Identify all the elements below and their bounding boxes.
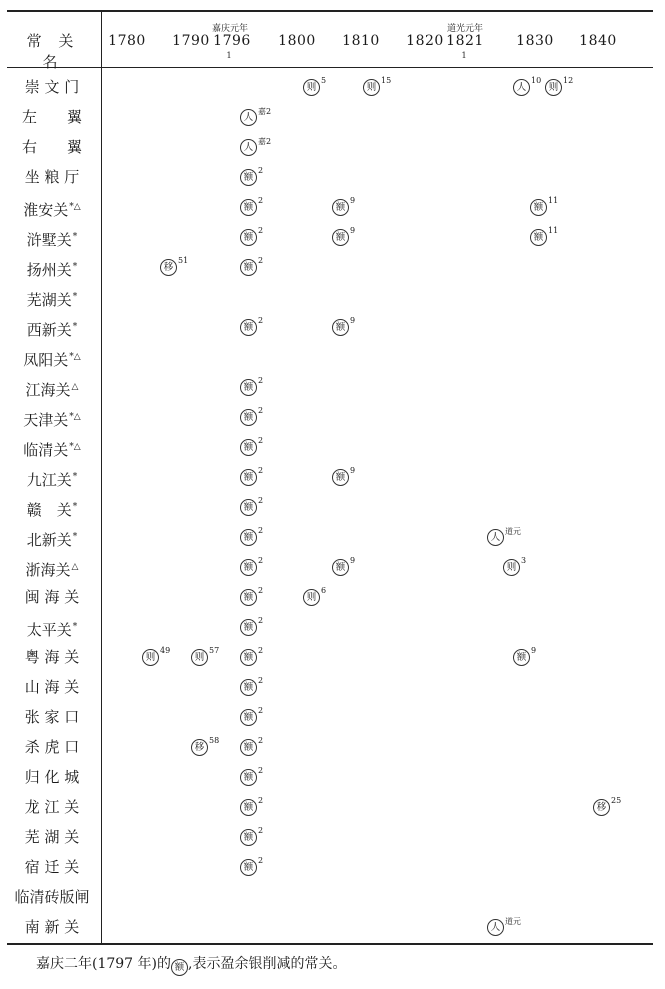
event-year-note: 57 [209, 646, 220, 655]
customs-category-mark: △ [71, 382, 79, 392]
footnote-text-after: ,表示盈余银削减的常关。 [188, 956, 347, 972]
event-year-note: 2 [258, 436, 264, 445]
event-year-note: 15 [381, 76, 392, 85]
event-year-note: 2 [258, 406, 264, 415]
customs-name-text: 赣 关 [26, 501, 72, 519]
year-1796: 1796 [213, 33, 251, 49]
event-year-note: 11 [548, 196, 559, 205]
event-circle-mark: 额 [240, 649, 257, 666]
customs-name-text: 江海关 [25, 381, 71, 399]
customs-name [8, 252, 96, 282]
event-circle-mark: 人 [513, 79, 530, 96]
customs-name [8, 552, 96, 582]
table-top-rule [7, 10, 653, 12]
customs-name [8, 792, 96, 822]
event-year-note: 9 [350, 556, 356, 565]
event-year-note: 道元 [505, 527, 521, 536]
customs-name-text: 龙 江 关 [24, 798, 80, 816]
customs-name-header: 常 关 名 [26, 32, 80, 71]
year-1810: 1810 [342, 33, 380, 49]
customs-name [8, 342, 96, 372]
customs-name [8, 222, 96, 252]
customs-name [8, 882, 96, 912]
event-circle-mark: 人 [487, 919, 504, 936]
customs-category-mark: * [72, 262, 78, 272]
event-circle-mark: 额 [240, 619, 257, 636]
event-year-note: 9 [531, 646, 537, 655]
event-year-note: 2 [258, 226, 264, 235]
event-circle-mark: 额 [332, 559, 349, 576]
customs-name [8, 912, 96, 942]
event-circle-mark: 额 [332, 469, 349, 486]
customs-name-text: 淮安关 [23, 201, 69, 219]
customs-category-mark: *△ [69, 442, 81, 452]
event-circle-mark: 额 [240, 799, 257, 816]
event-year-note: 2 [258, 676, 264, 685]
customs-name-text: 浙海关 [25, 561, 71, 579]
event-year-note: 2 [258, 496, 264, 505]
event-circle-mark: 额 [240, 859, 257, 876]
customs-name [8, 492, 96, 522]
event-circle-mark: 额 [530, 229, 547, 246]
customs-name [8, 402, 96, 432]
event-year-note: 2 [258, 706, 264, 715]
customs-name-text: 天津关 [23, 411, 69, 429]
customs-name-text: 宿 迁 关 [24, 858, 80, 876]
customs-name-text: 临清砖版闸 [14, 888, 90, 906]
event-year-note: 5 [321, 76, 327, 85]
customs-category-mark: * [72, 532, 78, 542]
customs-category-mark: * [72, 502, 78, 512]
event-circle-mark: 则 [142, 649, 159, 666]
event-circle-mark: 额 [240, 559, 257, 576]
event-circle-mark: 额 [240, 439, 257, 456]
era-jiaqing-sub: 1 [226, 51, 232, 60]
event-year-note: 2 [258, 796, 264, 805]
event-year-note: 49 [160, 646, 171, 655]
table-column-divider [101, 10, 102, 944]
event-year-note: 2 [258, 376, 264, 385]
customs-name-text: 太平关 [26, 621, 72, 639]
customs-category-mark: *△ [69, 202, 81, 212]
customs-name [8, 702, 96, 732]
customs-name-text: 芜 湖 关 [24, 828, 80, 846]
year-1780: 1780 [108, 33, 146, 49]
event-circle-mark: 人 [240, 109, 257, 126]
customs-name [8, 852, 96, 882]
customs-name-text: 张 家 口 [24, 708, 80, 726]
event-year-note: 9 [350, 196, 356, 205]
event-year-note: 2 [258, 766, 264, 775]
event-circle-mark: 额 [240, 409, 257, 426]
customs-name [8, 102, 96, 132]
event-circle-mark: 额 [240, 169, 257, 186]
event-circle-mark: 额 [240, 589, 257, 606]
era-jiaqing-label: 嘉庆元年 [211, 24, 249, 34]
year-1821: 1821 [446, 33, 484, 49]
event-circle-mark: 额 [240, 739, 257, 756]
era-daoguang-label: 道光元年 [446, 24, 484, 34]
event-circle-mark: 额 [240, 199, 257, 216]
event-year-note: 2 [258, 316, 264, 325]
event-circle-mark: 额 [332, 319, 349, 336]
event-year-note: 2 [258, 526, 264, 535]
customs-name-text: 崇 文 门 [24, 78, 80, 96]
customs-name-text: 山 海 关 [24, 678, 80, 696]
event-year-note: 2 [258, 256, 264, 265]
event-year-note: 2 [258, 826, 264, 835]
event-circle-mark: 额 [240, 259, 257, 276]
event-circle-mark: 额 [332, 199, 349, 216]
customs-name-text: 凤阳关 [23, 351, 69, 369]
customs-category-mark: *△ [69, 352, 81, 362]
customs-name-text: 南 新 关 [24, 918, 80, 936]
customs-category-mark: * [72, 472, 78, 482]
customs-category-mark: △ [71, 562, 79, 572]
customs-name-text: 粤 海 关 [24, 648, 80, 666]
event-circle-mark: 额 [240, 529, 257, 546]
event-circle-mark: 则 [363, 79, 380, 96]
event-year-note: 2 [258, 616, 264, 625]
event-year-note: 6 [321, 586, 327, 595]
event-year-note: 2 [258, 586, 264, 595]
customs-name-text: 浒墅关 [26, 231, 72, 249]
event-year-note: 9 [350, 316, 356, 325]
footnote-quota-mark: 额 [171, 959, 188, 976]
event-year-note: 9 [350, 226, 356, 235]
customs-category-mark: * [72, 232, 78, 242]
footnote-text-before: 嘉庆二年(1797 年)的 [36, 956, 172, 972]
event-circle-mark: 移 [191, 739, 208, 756]
customs-name-text: 坐 粮 厅 [24, 168, 80, 186]
customs-name [8, 462, 96, 492]
customs-name [8, 192, 96, 222]
event-year-note: 11 [548, 226, 559, 235]
customs-name [8, 162, 96, 192]
event-circle-mark: 则 [545, 79, 562, 96]
customs-name [8, 822, 96, 852]
event-year-note: 10 [531, 76, 542, 85]
customs-name [8, 432, 96, 462]
customs-name [8, 762, 96, 792]
customs-name [8, 642, 96, 672]
event-year-note: 2 [258, 466, 264, 475]
table-bottom-rule [7, 943, 653, 945]
customs-category-mark: * [72, 292, 78, 302]
customs-name [8, 522, 96, 552]
event-year-note: 9 [350, 466, 356, 475]
event-circle-mark: 额 [240, 769, 257, 786]
event-year-note: 2 [258, 166, 264, 175]
event-year-note: 12 [563, 76, 574, 85]
year-1800: 1800 [278, 33, 316, 49]
event-circle-mark: 移 [593, 799, 610, 816]
event-circle-mark: 额 [530, 199, 547, 216]
event-circle-mark: 额 [240, 709, 257, 726]
event-year-note: 2 [258, 556, 264, 565]
event-year-note: 2 [258, 196, 264, 205]
event-circle-mark: 额 [240, 379, 257, 396]
event-circle-mark: 则 [191, 649, 208, 666]
customs-name-text: 临清关 [23, 441, 69, 459]
year-1830: 1830 [516, 33, 554, 49]
event-circle-mark: 额 [240, 829, 257, 846]
event-year-note: 2 [258, 856, 264, 865]
customs-category-mark: * [72, 622, 78, 632]
event-circle-mark: 人 [240, 139, 257, 156]
event-year-note: 25 [611, 796, 622, 805]
customs-category-mark: *△ [69, 412, 81, 422]
customs-name [8, 372, 96, 402]
event-circle-mark: 人 [487, 529, 504, 546]
customs-name [8, 282, 96, 312]
customs-name-text: 九江关 [26, 471, 72, 489]
customs-name-text: 闽 海 关 [24, 588, 80, 606]
customs-name-text: 归 化 城 [24, 768, 80, 786]
footnote [36, 953, 346, 976]
customs-name [8, 612, 96, 642]
event-circle-mark: 则 [303, 79, 320, 96]
year-1820: 1820 [406, 33, 444, 49]
customs-name-text: 右 翼 [21, 138, 82, 156]
event-circle-mark: 移 [160, 259, 177, 276]
event-year-note: 2 [258, 646, 264, 655]
customs-name [8, 732, 96, 762]
event-circle-mark: 则 [303, 589, 320, 606]
event-circle-mark: 额 [513, 649, 530, 666]
event-year-note: 3 [521, 556, 527, 565]
event-circle-mark: 则 [503, 559, 520, 576]
customs-name-text: 扬州关 [26, 261, 72, 279]
table-header-rule [7, 67, 653, 68]
customs-name-text: 芜湖关 [26, 291, 72, 309]
event-circle-mark: 额 [240, 229, 257, 246]
customs-category-mark: * [72, 322, 78, 332]
event-year-note: 51 [178, 256, 189, 265]
year-1840: 1840 [579, 33, 617, 49]
event-year-note: 58 [209, 736, 220, 745]
event-year-note: 2 [258, 736, 264, 745]
customs-name [8, 312, 96, 342]
customs-name [8, 132, 96, 162]
event-circle-mark: 额 [240, 319, 257, 336]
event-year-note: 道元 [505, 917, 521, 926]
customs-name [8, 672, 96, 702]
customs-name [8, 582, 96, 612]
event-circle-mark: 额 [240, 499, 257, 516]
customs-name-text: 左 翼 [21, 108, 82, 126]
event-year-note: 嘉2 [258, 137, 272, 146]
customs-name-text: 北新关 [26, 531, 72, 549]
customs-name [8, 72, 96, 102]
year-1790: 1790 [172, 33, 210, 49]
customs-name-text: 西新关 [26, 321, 72, 339]
event-circle-mark: 额 [332, 229, 349, 246]
era-daoguang-sub: 1 [461, 51, 467, 60]
event-circle-mark: 额 [240, 679, 257, 696]
event-year-note: 嘉2 [258, 107, 272, 116]
customs-name-text: 杀 虎 口 [24, 738, 80, 756]
event-circle-mark: 额 [240, 469, 257, 486]
